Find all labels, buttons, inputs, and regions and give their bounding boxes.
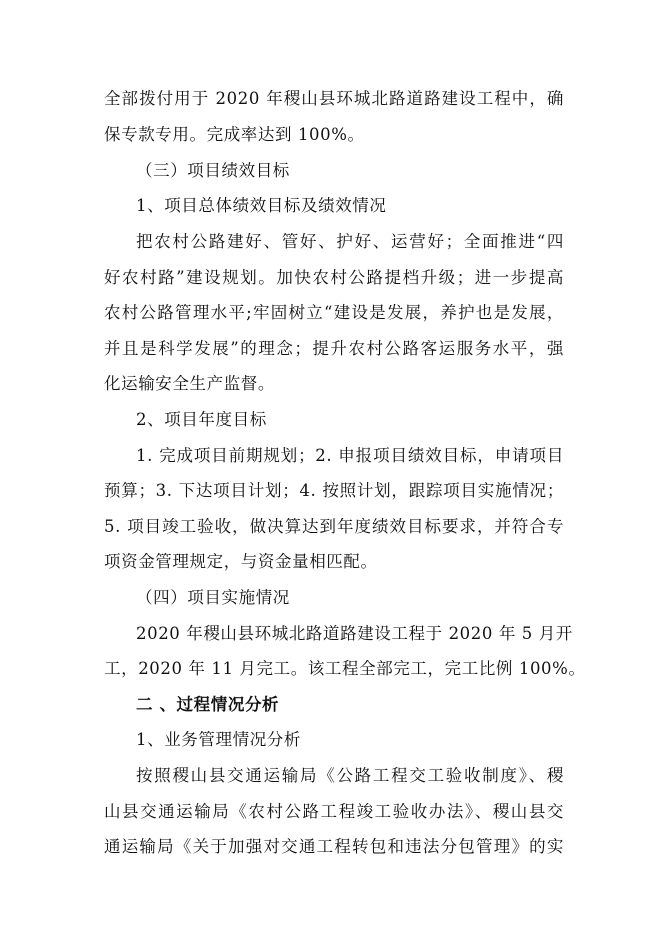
body-text-line: 把农村公路建好、管好、护好、运营好；全面推进“四 — [136, 232, 564, 251]
body-text-line: 按照稷山县交通运输局《公路工程交工验收制度》、稷 — [136, 766, 564, 785]
body-text-line: 全部拨付用于 2020 年稷山县环城北路道路建设工程中，确 — [104, 89, 564, 108]
body-text-line: 工，2020 年 11 月完工。该工程全部完工，完工比例 100%。 — [104, 659, 586, 678]
body-text-line: 1. 完成项目前期规划；2. 申报项目绩效目标，申请项目 — [136, 446, 564, 465]
section-heading: （三）项目绩效目标 — [136, 161, 290, 180]
body-text-line: 项资金管理规定，与资金量相匹配。 — [104, 552, 378, 571]
body-text-line: 农村公路管理水平;牢固树立“建设是发展，养护也是发展， — [104, 303, 564, 322]
body-text-line: 2020 年稷山县环城北路道路建设工程于 2020 年 5 月开 — [136, 624, 573, 643]
chapter-heading: 二 、过程情况分析 — [136, 695, 280, 714]
body-text-line: 并且是科学发展”的理念；提升农村公路客运服务水平，强 — [104, 339, 564, 358]
body-text-line: 保专款专用。完成率达到 100%。 — [104, 125, 365, 144]
body-text-line: 化运输安全生产监督。 — [104, 374, 275, 393]
section-heading: （四）项目实施情况 — [136, 588, 290, 607]
body-text-line: 通运输局《关于加强对交通工程转包和违法分包管理》的实 — [104, 837, 564, 856]
subsection-heading: 1、项目总体绩效目标及绩效情况 — [136, 196, 387, 215]
body-text-line: 5. 项目竣工验收，做决算达到年度绩效目标要求，并符合专 — [104, 517, 564, 536]
subsection-heading: 1、业务管理情况分析 — [136, 730, 301, 749]
body-text-line: 好农村路”建设规划。加快农村公路提档升级；进一步提高 — [104, 268, 564, 287]
body-text-line: 预算；3. 下达项目计划；4. 按照计划，跟踪项目实施情况； — [104, 481, 564, 500]
subsection-heading: 2、项目年度目标 — [136, 410, 267, 429]
body-text-line: 山县交通运输局《农村公路工程竣工验收办法》、稷山县交 — [104, 802, 564, 821]
